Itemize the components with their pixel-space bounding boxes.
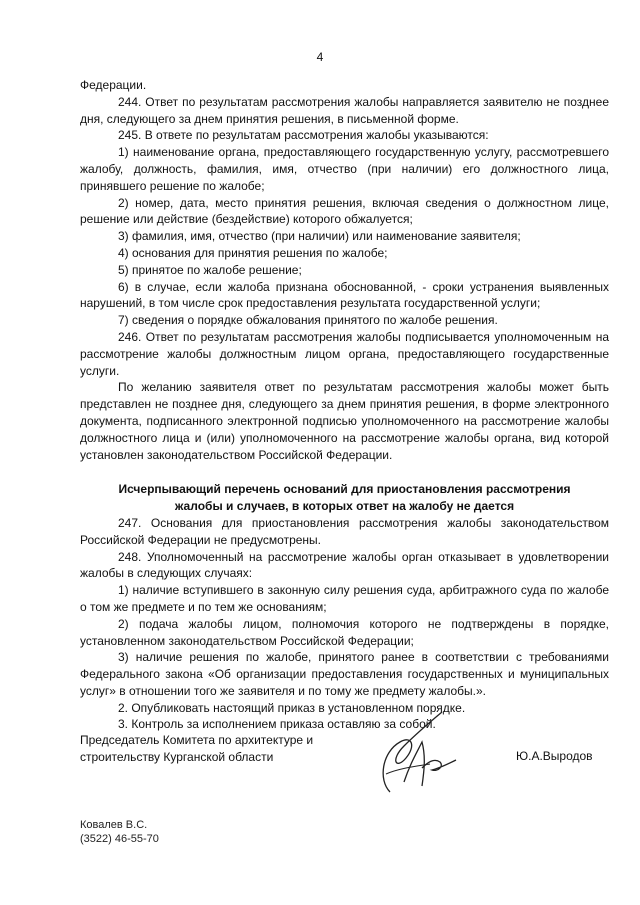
list-item: 3) фамилия, имя, отчество (при наличии) или наименование заявителя;	[118, 229, 521, 244]
paragraph: 2. Опубликовать настоящий приказ в установленном порядке.	[118, 700, 466, 715]
executor-phone: (3522) 46-55-70	[80, 833, 159, 845]
paragraph: 244. Ответ по результатам рассмотрения жалобы направляется заявителю не позднее дня, следующего за днем принятия решения, в письменной форме.	[80, 94, 609, 126]
executor-name: Ковалев В.С.	[80, 819, 148, 831]
section-heading-line-1: Исчерпывающий перечень оснований для приостановления рассмотрения	[118, 482, 571, 497]
section-heading-line-2: жалобы и случаев, в которых ответ на жалобу не дается	[174, 499, 515, 514]
list-item: 3) наличие решения по жалобе, принятого ранее в соответствии с требованиями Федерального закона «Об организации предоставления государственных и муниципальных услуг» в отношении того же заявителя и по тому же предмету жалобы.».	[80, 650, 609, 698]
paragraph: 3. Контроль за исполнением приказа оставляю за собой.	[118, 717, 436, 732]
document-body	[80, 77, 609, 733]
list-item: 6) в случае, если жалоба признана обоснованной, - сроки устранения выявленных нарушений, в том числе срок предоставления результата государственной услуги;	[80, 279, 609, 311]
list-item: 2) номер, дата, место принятия решения, включая сведения о должностном лице, решение или действие (бездействие) которого обжалуется;	[80, 195, 609, 227]
list-item: 1) наименование органа, предоставляющего государственную услугу, рассмотревшего жалобу, должность, фамилия, имя, отчество (при наличии) его должностного лица, принявшего решение по жалобе;	[80, 145, 609, 193]
section-spacer	[80, 463, 609, 481]
list-item: 4) основания для принятия решения по жалобе;	[118, 245, 388, 260]
list-item: 7) сведения о порядке обжалования принятого по жалобе решения.	[118, 313, 498, 328]
paragraph: 245. В ответе по результатам рассмотрения жалобы указываются:	[118, 128, 489, 143]
signatory-title	[80, 732, 313, 766]
list-item: 2) подача жалобы лицом, полномочия которого не подтверждены в порядке, установленном законодательством Российской Федерации;	[80, 616, 609, 648]
handwritten-signature	[360, 702, 470, 807]
paragraph: Федерации.	[80, 78, 147, 92]
executor-info	[80, 818, 159, 846]
paragraph: По желанию заявителя ответ по результатам рассмотрения жалобы может быть представлен не позднее дня, следующего за днем принятия решения, в форме электронного документа, подписанного электронной подписью уполномоченного на рассмотрение жалобы должностного лица и (или) уполномоченного на рассмотрение жалобы органа, вид которой установлен законодательством Российской Федерации.	[80, 380, 609, 462]
paragraph: 247. Основания для приостановления рассмотрения жалобы законодательством Российской Федерации не предусмотрены.	[80, 515, 609, 547]
signatory-name: Ю.А.Выродов	[516, 749, 593, 763]
list-item: 1) наличие вступившего в законную силу решения суда, арбитражного суда по жалобе о том же предмете и по тем же основаниям;	[80, 583, 609, 614]
paragraph: 248. Уполномоченный на рассмотрение жалобы орган отказывает в удовлетворении жалобы в следующих случаях:	[80, 549, 609, 581]
signatory-title-line-2: строительству Курганской области	[80, 749, 274, 764]
paragraph: 246. Ответ по результатам рассмотрения жалобы подписывается уполномоченным на рассмотрение жалобы должностным лицом органа, предоставляющего государственные услуги.	[80, 329, 609, 378]
page-number: 4	[316, 50, 324, 64]
list-item: 5) принятое по жалобе решение;	[118, 262, 302, 277]
signatory-title-line-1: Председатель Комитета по архитектуре и	[80, 733, 314, 747]
